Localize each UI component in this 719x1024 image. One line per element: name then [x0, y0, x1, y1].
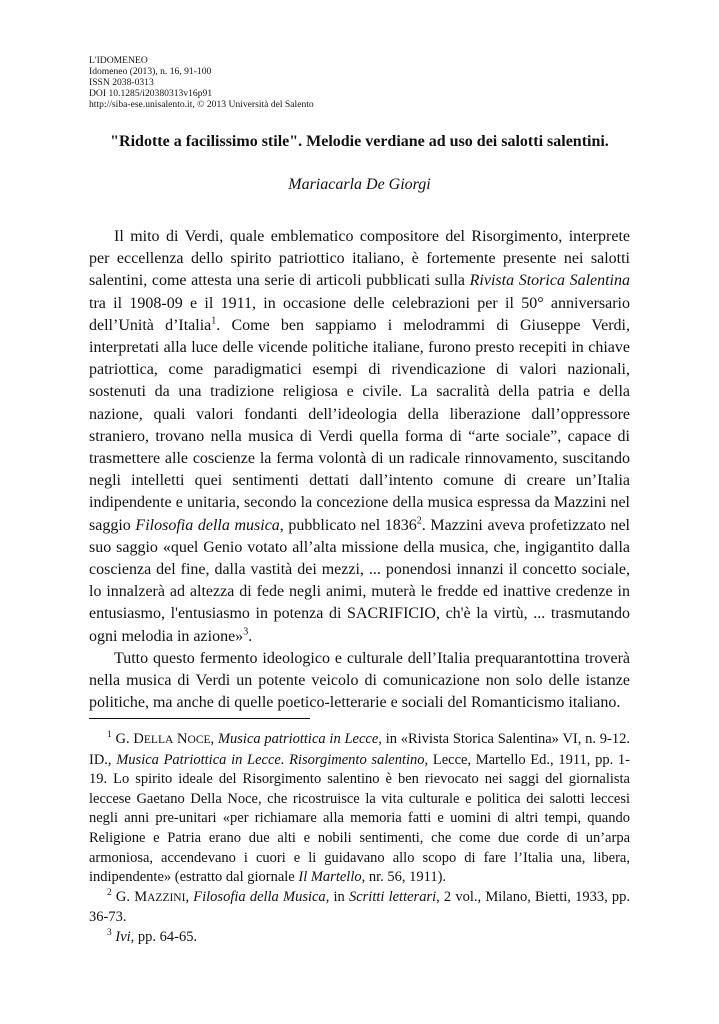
- footnotes: [89, 730, 630, 948]
- journal-header: [89, 55, 314, 110]
- footnote-ref-3[interactable]: 3: [243, 626, 249, 638]
- essay-title-ref: Filosofia della musica: [135, 516, 280, 534]
- article-title: "Ridotte a facilissimo stile". Melodie verdiane ad uso dei salotti salentini.: [110, 133, 609, 150]
- footnote-3: $^3$ Ivi, pp. 64-65.: [107, 928, 198, 945]
- footnote-2: $^2$ G. MAZZINI, Filosofia della Musica, in Scritti letterari, 2 vol., Milano, Bietti, 1933, pp. 36-73.: [89, 887, 631, 926]
- footnote-1: $^1$ G. DELLA NOCE, Musica patriottica in Lecce, in «Rivista Storica Salentina» VI, n. 9-12. ID., Musica Patriottica in Lecce. Risorgimento salentino, Lecce, Martello Ed., 1911, pp. 1-19. Lo spirito ideale del Risorgimento salentino è ben rievocato nei saggi del giornalista leccese Gaetano Della Noce, che ricostruisce la vita culturale e politica dei salotti leccesi negli anni pre-unitari «per richiamare alla memoria fatti e uomini di altri tempi, quando Religione e Patria erano due alti e nobili sentimenti, che come due corde di un’arpa armoniosa, accendevano i cuori e li guidavano allo scopo di fare l’Italia una, libera, indipendente» (estratto dal giornale Il Martello, nr. 56, 1911).: [89, 730, 631, 886]
- journal-name: L'IDOMENEO: [89, 55, 148, 66]
- journal-site: http://siba-ese.unisalento.it, © 2013 Università del Salento: [89, 99, 314, 110]
- footnote-mark-3: 3: [107, 928, 112, 939]
- journal-issue: Idomeneo (2013), n. 16, 91-100: [89, 66, 212, 77]
- journal-issn: ISSN 2038-0313: [89, 77, 154, 88]
- footnote-ref-1[interactable]: 1: [211, 315, 217, 327]
- footnote-divider: [89, 718, 310, 719]
- paragraph-2: Tutto questo fermento ideologico e culturale dell’Italia prequarantottina troverà nella musica di Verdi un potente veicolo di comunicazione non solo delle istanze politiche, ma anche di quelle poetico-letterarie e sociali del Romanticismo italiano.: [89, 649, 630, 712]
- paragraph-1: Il mito di Verdi, quale emblematico compositore del Risorgimento, interprete per eccellenza dello spirito patriottico italiano, è fortemente presente nei salotti salentini, come attesta una serie di articoli pubblicati sulla Rivista Storica Salentina tra il 1908-09 e il 1911, in occasione delle celebrazioni per il 50° anniversario dell’Unità d’Italia$^1$. Come ben sappiamo i melodrammi di Giuseppe Verdi, interpretati alla luce delle vicende politiche italiane, furono presto recepiti in chiave patriottica, come paradigmatici esempi di rivendicazione di valori nazionali, sostenuti da una tradizione religiosa e civile. La sacralità della patria e della nazione, quali valori fondanti dell’ideologia della liberazione dall’oppressore straniero, trovano nella musica di Verdi quella forma di “arte sociale”, capace di trasmettere alle coscienze la ferma volontà di un radicale rinnovamento, suscitando negli intelletti quei sentimenti dettati dall’intento comune di creare un’Italia indipendente e unitaria, secondo la concezione della musica espressa da Mazzini nel saggio Filosofia della musica, pubblicato nel 1836$^2$. Mazzini aveva profetizzato nel suo saggio «quel Genio votato all’alta missione della musica, che, ingigantito dalla coscienza del fine, dalla vastità dei mezzi, ... ponendosi innanzi il concetto sociale, lo innalzerà ad altezza di fede negli animi, muterà le fredde ed inattive credenze in entusiasmo, l'entusiasmo in potenza di SACRIFICIO, ch'è la virtù, ... trasmutando ogni melodia in azione»$^3$.: [89, 228, 631, 645]
- journal-doi: DOI 10.1285/i20380313v16p91: [89, 88, 213, 99]
- footnote-ref-2[interactable]: 2: [416, 515, 422, 527]
- journal-title-ref: Rivista Storica Salentina: [469, 272, 631, 290]
- article-body: [89, 226, 630, 714]
- article-author: Mariacarla De Giorgi: [288, 176, 431, 193]
- footnote-mark-1: 1: [107, 730, 112, 741]
- footnote-mark-2: 2: [107, 887, 112, 898]
